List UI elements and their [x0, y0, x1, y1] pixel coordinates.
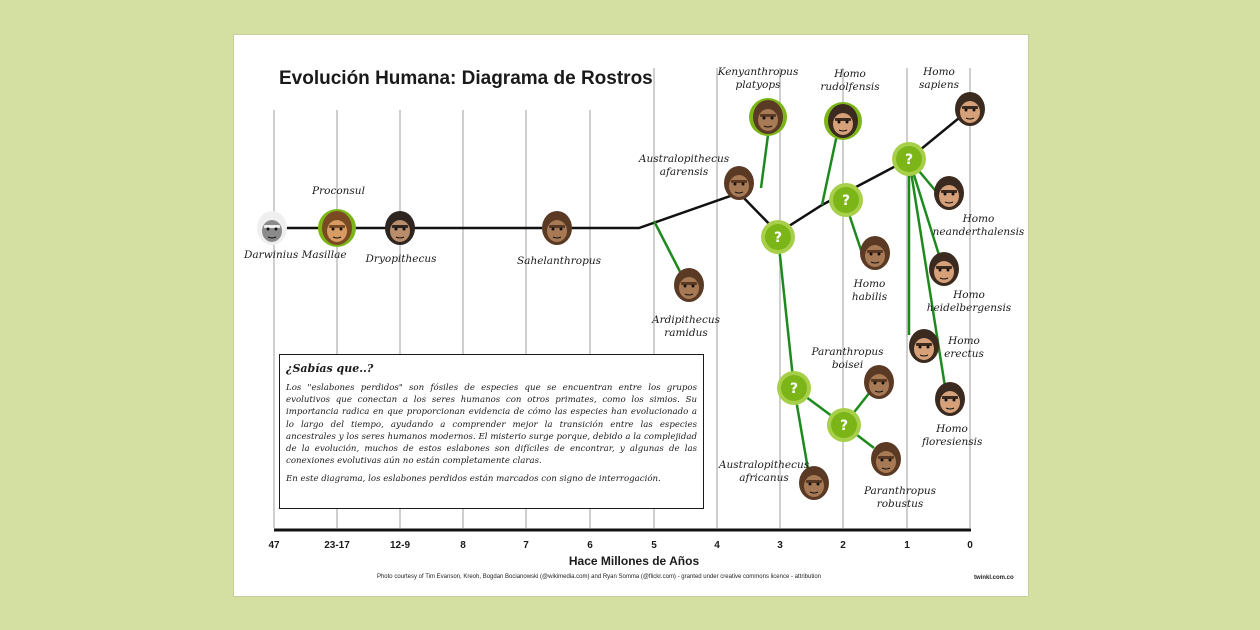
svg-text:?: ? [839, 418, 849, 434]
species-label-sapiens: Homo sapiens [918, 66, 960, 91]
species-label-habilis: Homo habilis [851, 278, 888, 303]
diagram-sheet [233, 34, 1029, 597]
page-title: Evolución Humana: Diagrama de Rostros [279, 68, 653, 89]
missing-links-note: En este diagrama, los eslabones perdidos están marcados con signo de interrogación. [286, 474, 661, 485]
human-face-icon [824, 102, 862, 140]
did-you-know-box [279, 354, 704, 509]
species-label-sahelanthropus: Sahelanthropus [516, 255, 601, 267]
species-label-floresiensis: Homo floresiensis [922, 423, 983, 448]
lemur-skull-face-icon [257, 211, 287, 245]
photo-credit: Photo courtesy of Tim Evanson, Kreoh, Bogdan Bocianowski (@wikimedia.com) and Ryan Somma (@flickr.com) - granted under creative commons licence - attribution [376, 574, 822, 580]
did-you-know-heading: ¿Sabías que..? [286, 362, 374, 375]
species-label-kenyanthropus: Kenyanthropus platyops [717, 66, 799, 91]
axis-tick: 2 [840, 540, 846, 551]
axis-tick: 12-9 [389, 540, 411, 551]
hominid-face-icon [860, 236, 890, 270]
axis-tick: 3 [777, 540, 783, 551]
species-label-neanderthalensis: Homo neanderthalensis [932, 213, 1025, 238]
human-face-icon [909, 329, 939, 363]
ape-face-icon [318, 209, 356, 247]
axis-tick: 6 [587, 540, 593, 551]
species-label-darwinius: Darwinius Masillae [244, 249, 347, 261]
missing-link-marker [777, 371, 811, 405]
axis-tick: 23-17 [324, 540, 350, 551]
svg-text:?: ? [789, 381, 799, 397]
hominid-face-icon [674, 268, 704, 302]
hominid-face-icon [542, 211, 572, 245]
human-face-icon [934, 176, 964, 210]
missing-link-marker [892, 142, 926, 176]
human-face-icon [955, 92, 985, 126]
human-face-icon [935, 382, 965, 416]
chimp-face-icon [385, 211, 415, 245]
evolution-diagram [234, 35, 1028, 596]
species-label-robustus: Paranthropus robustus [863, 485, 937, 510]
x-axis-label: Hace Millones de Años [568, 554, 700, 568]
axis-tick: 7 [523, 540, 529, 551]
species-label-proconsul: Proconsul [312, 185, 365, 197]
hominid-face-icon [871, 442, 901, 476]
species-label-heidelbergensis: Homo heidelbergensis [926, 289, 1012, 314]
axis-tick: 4 [714, 540, 720, 551]
species-label-rudolfensis: Homo rudolfensis [820, 68, 880, 93]
missing-link-marker [761, 220, 795, 254]
missing-link-marker [829, 183, 863, 217]
missing-link-marker [827, 408, 861, 442]
human-face-icon [929, 252, 959, 286]
species-label-afarensis: Australopithecus afarensis [638, 153, 730, 178]
axis-tick: 47 [268, 540, 280, 551]
axis-tick: 1 [904, 540, 910, 551]
axis-tick: 8 [460, 540, 466, 551]
axis-tick: 5 [651, 540, 657, 551]
species-label-erectus: Homo erectus [944, 335, 984, 360]
brand-url: twinkl.com.co [974, 575, 1014, 581]
svg-text:?: ? [904, 152, 914, 168]
did-you-know-text: Los "eslabones perdidos" son fósiles de especies que se encuentran entre los grupos evolutivos que conectan a los seres humanos con otros primates, como los simios. Su importancia radica en que proporcionan evidencia de cómo las especies han evolucionado a lo largo del tiempo, ayudando a comprender mejor la transición entre las especies ancestrales y los seres humanos modernos. El misterio surge porque, debido a la complejidad de la evolución, muchos de estos eslabones son difíciles de encontrar, y algunas de las conexiones evolutivas aún no están completamente claras. [286, 383, 697, 467]
svg-text:?: ? [841, 193, 851, 209]
hominid-face-icon [749, 98, 787, 136]
species-label-boisei: Paranthropus boisei [811, 346, 884, 371]
svg-text:?: ? [773, 230, 783, 246]
species-label-dryopithecus: Dryopithecus [365, 253, 437, 265]
axis-tick: 0 [967, 540, 973, 551]
species-label-ardipithecus: Ardipithecus ramidus [652, 314, 720, 339]
main-lineage-line [274, 109, 970, 233]
species-label-africanus: Australopithecus africanus [718, 459, 810, 484]
